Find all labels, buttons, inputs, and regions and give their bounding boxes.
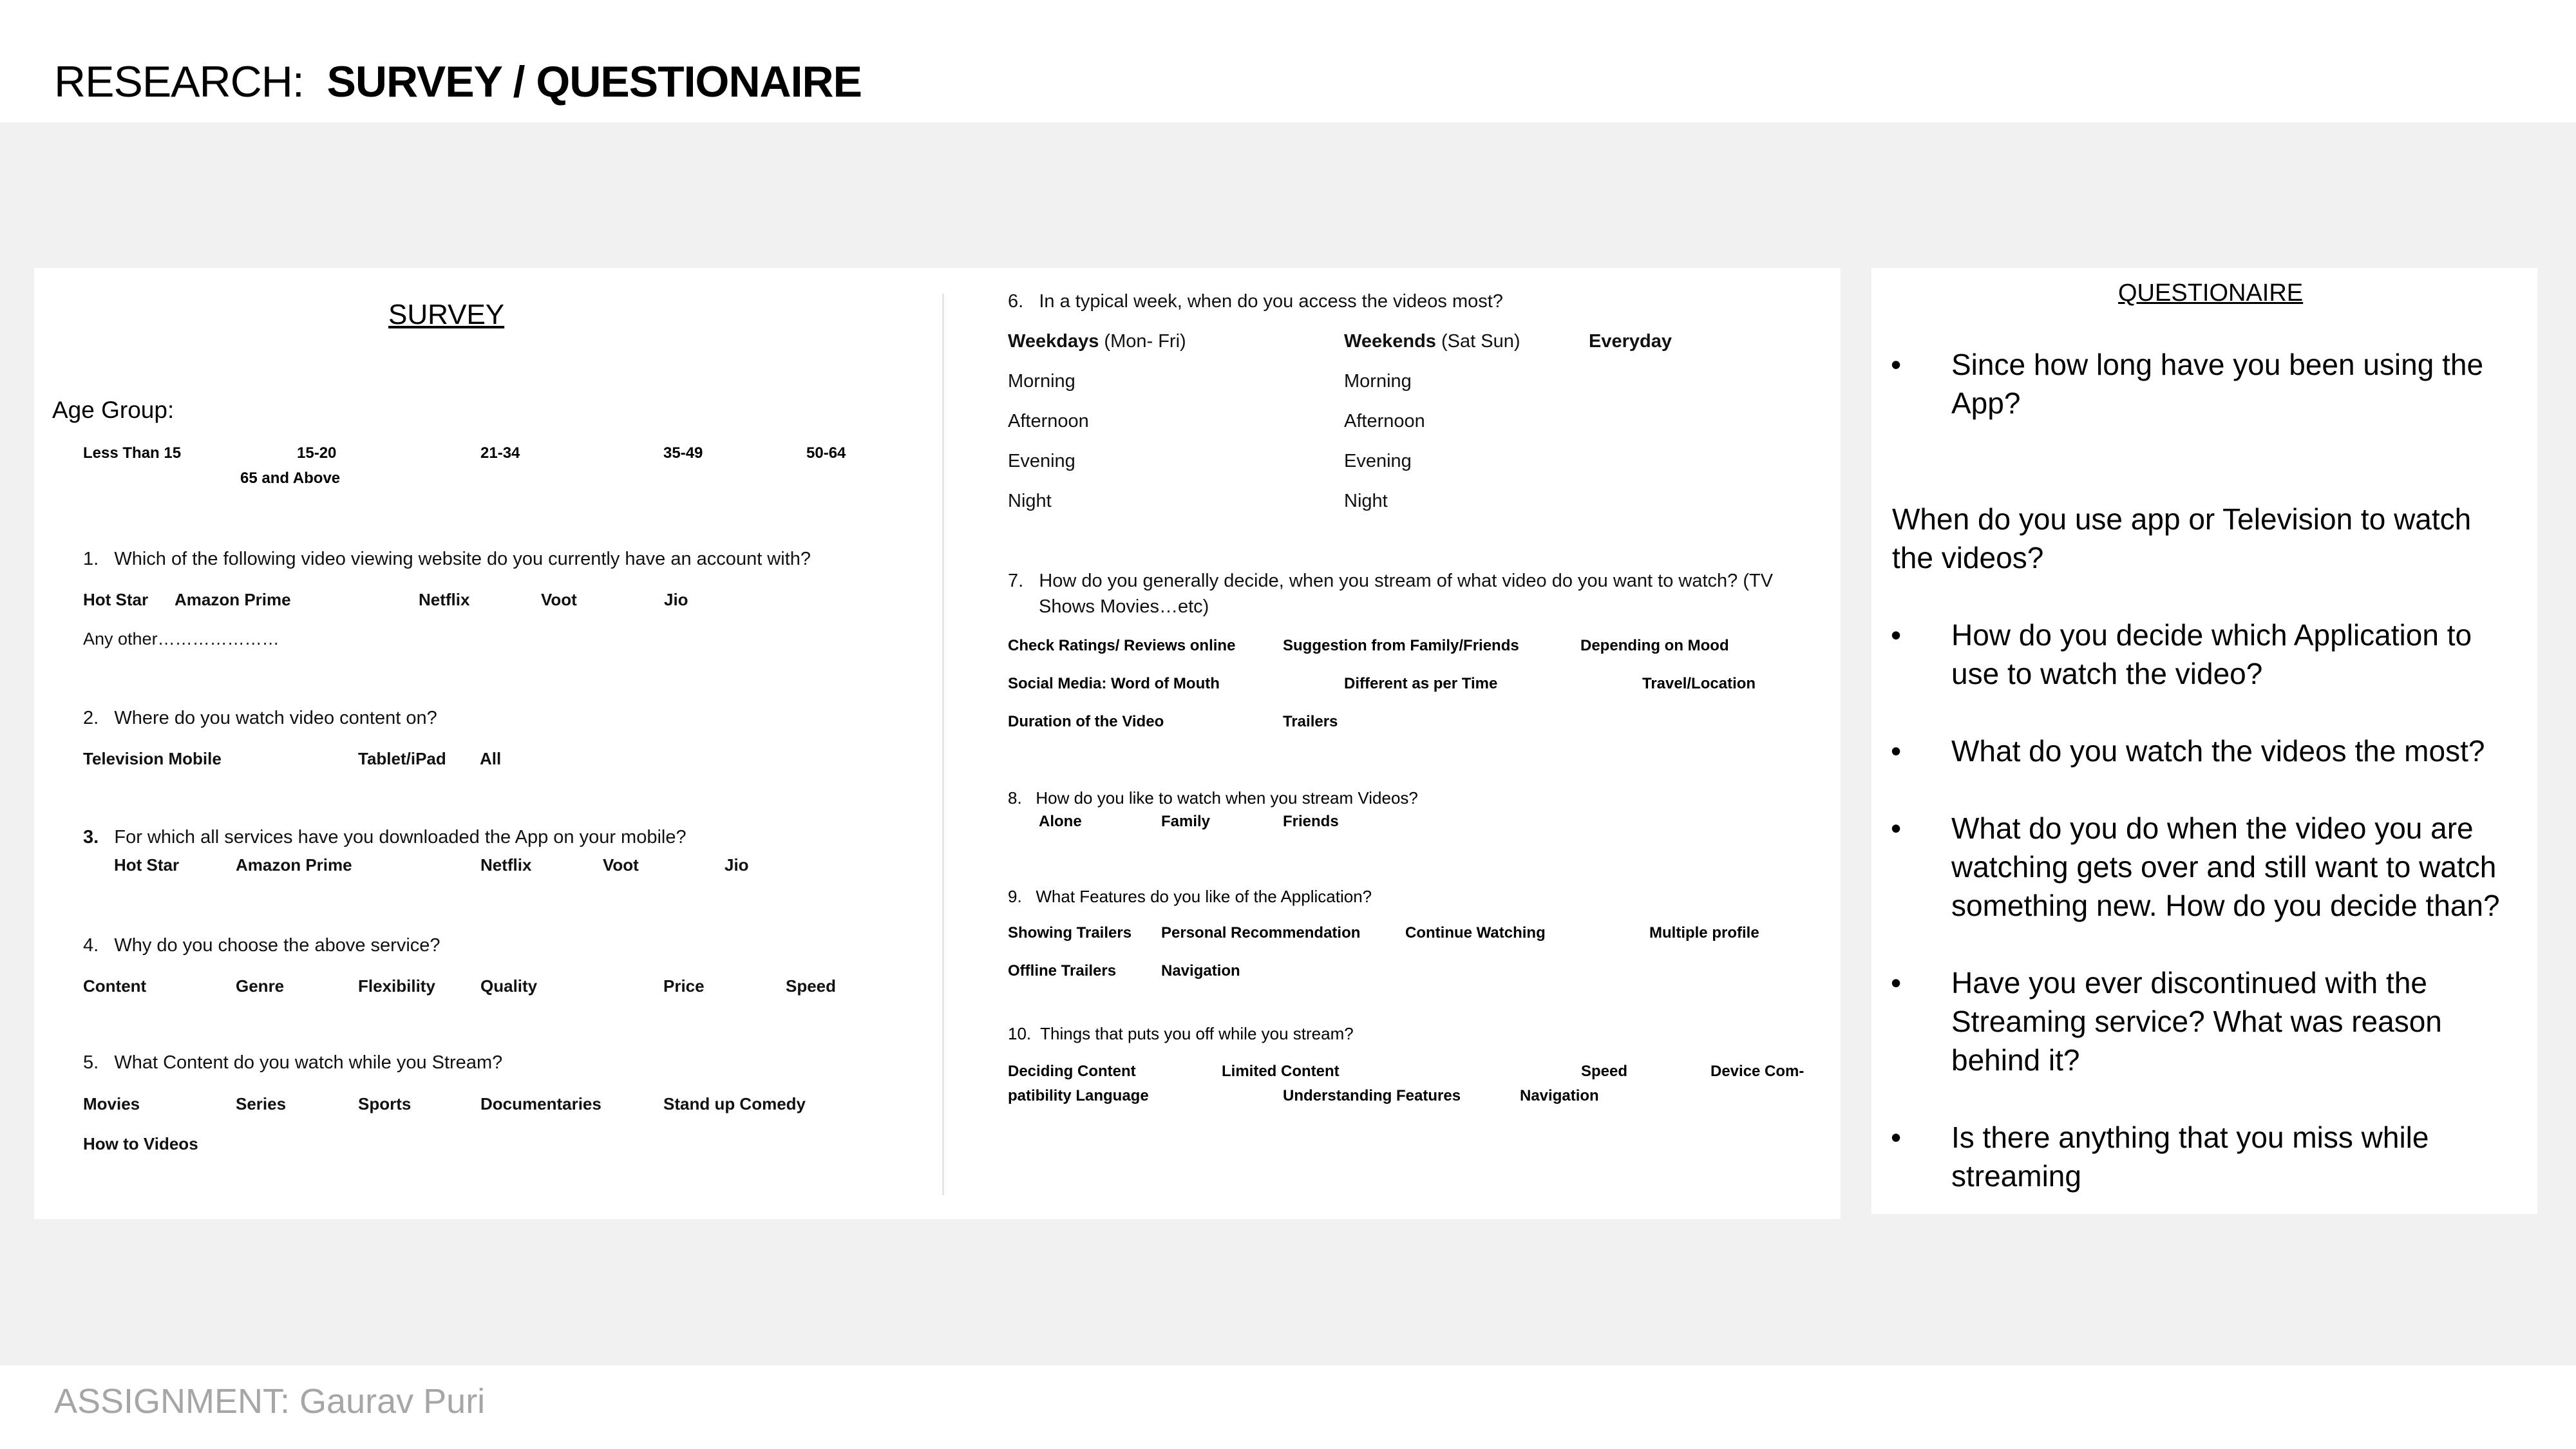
age-option[interactable]: 65 and Above bbox=[240, 469, 341, 487]
q2-option[interactable]: Tablet/iPad bbox=[358, 749, 446, 768]
q9-option[interactable]: Navigation bbox=[1161, 962, 1240, 980]
q10-option[interactable]: patibility Language bbox=[1008, 1087, 1149, 1104]
age-option[interactable]: 15-20 bbox=[297, 444, 337, 462]
q7-option[interactable]: Duration of the Video bbox=[1008, 713, 1164, 730]
bullet-icon: • bbox=[1891, 348, 1902, 381]
questionaire-item: What do you watch the videos the most? bbox=[1951, 734, 2485, 768]
q5-option[interactable]: Series bbox=[236, 1094, 287, 1113]
q6-everyday-option[interactable]: Everyday bbox=[1589, 331, 1672, 352]
q7-option[interactable]: Trailers bbox=[1283, 713, 1338, 730]
bullet-icon: • bbox=[1891, 618, 1902, 652]
question-text: Things that puts you off while you stream? bbox=[1040, 1024, 1354, 1043]
q7-option[interactable]: Social Media: Word of Mouth bbox=[1008, 675, 1220, 692]
questionaire-item: Have you ever discontinued with the Streaming service? What was reason behind it? bbox=[1951, 966, 2442, 1077]
question-number: 8. bbox=[1008, 788, 1022, 808]
q7-option[interactable]: Suggestion from Family/Friends bbox=[1283, 637, 1519, 654]
q6-weekday-time[interactable]: Evening bbox=[1008, 451, 1075, 471]
question-number: 3. bbox=[83, 827, 99, 848]
q10-option[interactable]: Deciding Content bbox=[1008, 1063, 1136, 1080]
question-text: In a typical week, when do you access the videos most? bbox=[1039, 291, 1503, 312]
question-number: 6. bbox=[1008, 291, 1024, 312]
footer-author: ASSIGNMENT: Gaurav Puri bbox=[54, 1382, 486, 1421]
q4-option[interactable]: Flexibility bbox=[358, 976, 435, 996]
questionaire-plain-question: When do you use app or Television to watch the videos? bbox=[1892, 502, 2472, 574]
q8-option[interactable]: Alone bbox=[1039, 813, 1082, 830]
q3-option[interactable]: Netflix bbox=[480, 855, 532, 875]
questionaire-item: Is there anything that you miss while streaming bbox=[1951, 1121, 2429, 1193]
question-6 bbox=[1008, 291, 1503, 312]
question-9 bbox=[1008, 887, 1372, 907]
question-number: 10. bbox=[1008, 1024, 1032, 1043]
q6-weekdays-option[interactable] bbox=[1008, 331, 1186, 352]
q5-option[interactable]: How to Videos bbox=[83, 1134, 198, 1153]
q6-weekend-time[interactable]: Night bbox=[1344, 491, 1388, 511]
question-text: Where do you watch video content on? bbox=[114, 708, 437, 728]
q4-option[interactable]: Content bbox=[83, 976, 147, 996]
bullet-icon: • bbox=[1891, 734, 1902, 768]
q5-option[interactable]: Documentaries bbox=[480, 1094, 601, 1113]
q5-option[interactable]: Movies bbox=[83, 1094, 140, 1113]
q10-option[interactable]: Navigation bbox=[1520, 1087, 1599, 1104]
questionaire-item: How do you decide which Application to use to watch the video? bbox=[1951, 618, 2472, 690]
column-divider bbox=[942, 294, 944, 1195]
survey-panel bbox=[34, 268, 1841, 1219]
q1-option[interactable]: Hot Star bbox=[83, 590, 149, 609]
question-3 bbox=[83, 827, 687, 848]
question-number: 5. bbox=[83, 1052, 99, 1073]
weekdays-suffix: (Mon- Fri) bbox=[1104, 331, 1186, 352]
q3-option[interactable]: Jio bbox=[724, 855, 749, 875]
q9-option[interactable]: Offline Trailers bbox=[1008, 962, 1117, 980]
question-text: For which all services have you downloaded the App on your mobile? bbox=[114, 827, 687, 848]
q3-option[interactable]: Voot bbox=[603, 855, 639, 875]
question-text: How do you like to watch when you stream Videos? bbox=[1036, 788, 1418, 808]
q4-option[interactable]: Quality bbox=[480, 976, 538, 996]
q9-option[interactable]: Multiple profile bbox=[1649, 924, 1759, 942]
q6-weekends-option[interactable] bbox=[1344, 331, 1520, 352]
q2-option[interactable]: Television Mobile bbox=[83, 749, 222, 768]
q10-option[interactable]: Understanding Features bbox=[1283, 1087, 1461, 1104]
slide-title bbox=[54, 57, 862, 107]
question-number: 7. bbox=[1008, 571, 1024, 591]
q7-option[interactable]: Check Ratings/ Reviews online bbox=[1008, 637, 1236, 654]
q1-option[interactable]: Jio bbox=[664, 590, 688, 609]
q8-option[interactable]: Friends bbox=[1283, 813, 1339, 830]
q5-option[interactable]: Sports bbox=[358, 1094, 412, 1113]
q7-option[interactable]: Travel/Location bbox=[1642, 675, 1756, 692]
q6-weekday-time[interactable]: Night bbox=[1008, 491, 1052, 511]
q1-other-field[interactable]: Any other………………… bbox=[83, 629, 279, 649]
q1-option[interactable]: Amazon Prime bbox=[175, 590, 291, 609]
question-10 bbox=[1008, 1024, 1354, 1044]
question-number: 1. bbox=[83, 549, 99, 569]
q1-option[interactable]: Netflix bbox=[419, 590, 470, 609]
weekends-label: Weekends bbox=[1344, 331, 1436, 352]
q6-weekend-time[interactable]: Evening bbox=[1344, 451, 1412, 471]
question-7-continued: Shows Movies…etc) bbox=[1039, 596, 1209, 617]
weekdays-label: Weekdays bbox=[1008, 331, 1099, 352]
q9-option[interactable]: Showing Trailers bbox=[1008, 924, 1132, 942]
q3-option[interactable]: Hot Star bbox=[114, 855, 180, 875]
question-text: What Content do you watch while you Stream? bbox=[114, 1052, 503, 1073]
question-number: 4. bbox=[83, 935, 99, 956]
question-text: How do you generally decide, when you stream of what video do you want to watch? (TV bbox=[1039, 571, 1774, 591]
question-text: Which of the following video viewing website do you currently have an account with? bbox=[114, 549, 811, 569]
q6-weekend-time[interactable]: Morning bbox=[1344, 371, 1412, 392]
question-1 bbox=[83, 549, 811, 570]
q7-option[interactable]: Depending on Mood bbox=[1580, 637, 1729, 654]
q5-option[interactable]: Stand up Comedy bbox=[663, 1094, 806, 1113]
q4-option[interactable]: Speed bbox=[786, 976, 837, 996]
q2-option[interactable]: All bbox=[480, 749, 502, 768]
question-number: 9. bbox=[1008, 887, 1022, 906]
question-text: Why do you choose the above service? bbox=[114, 935, 440, 956]
q6-weekday-time[interactable]: Afternoon bbox=[1008, 411, 1089, 431]
title-prefix: RESEARCH: bbox=[54, 57, 304, 106]
questionaire-item: Since how long have you been using the App? bbox=[1951, 348, 2484, 420]
questionaire-title: QUESTIONAIRE bbox=[2118, 279, 2304, 307]
bullet-icon: • bbox=[1891, 811, 1902, 845]
q10-option[interactable]: Device Com- bbox=[1710, 1063, 1804, 1080]
question-2 bbox=[83, 708, 437, 729]
q6-weekend-time[interactable]: Afternoon bbox=[1344, 411, 1425, 431]
question-7 bbox=[1008, 571, 1773, 592]
q8-option[interactable]: Family bbox=[1161, 813, 1211, 830]
question-number: 2. bbox=[83, 708, 99, 728]
age-option[interactable]: 35-49 bbox=[663, 444, 703, 462]
title-main: SURVEY / QUESTIONAIRE bbox=[327, 57, 862, 106]
slide-header bbox=[0, 0, 2576, 122]
q10-option[interactable]: Speed bbox=[1581, 1063, 1628, 1080]
question-text: What Features do you like of the Application? bbox=[1036, 887, 1372, 906]
bullet-icon: • bbox=[1891, 1121, 1902, 1154]
age-option[interactable]: 21-34 bbox=[480, 444, 520, 462]
question-8 bbox=[1008, 788, 1418, 808]
question-4 bbox=[83, 935, 440, 956]
q6-weekday-time[interactable]: Morning bbox=[1008, 371, 1075, 392]
q10-option[interactable]: Limited Content bbox=[1222, 1063, 1340, 1080]
q9-option[interactable]: Continue Watching bbox=[1405, 924, 1546, 942]
age-option[interactable]: Less Than 15 bbox=[83, 444, 182, 462]
questionaire-item: What do you do when the video you are watching gets over and still want to watch something new. How do you decide than? bbox=[1951, 811, 2500, 922]
bullet-icon: • bbox=[1891, 966, 1902, 999]
q1-option[interactable]: Voot bbox=[541, 590, 577, 609]
weekends-suffix: (Sat Sun) bbox=[1441, 331, 1520, 352]
q7-option[interactable]: Different as per Time bbox=[1344, 675, 1498, 692]
q9-option[interactable]: Personal Recommendation bbox=[1161, 924, 1361, 942]
q4-option[interactable]: Price bbox=[663, 976, 705, 996]
question-5 bbox=[83, 1052, 502, 1074]
q4-option[interactable]: Genre bbox=[236, 976, 285, 996]
survey-title: SURVEY bbox=[388, 299, 505, 330]
age-group-label: Age Group: bbox=[52, 397, 175, 423]
q3-option[interactable]: Amazon Prime bbox=[236, 855, 352, 875]
age-option[interactable]: 50-64 bbox=[806, 444, 846, 462]
questionaire-panel bbox=[1871, 268, 2537, 1214]
